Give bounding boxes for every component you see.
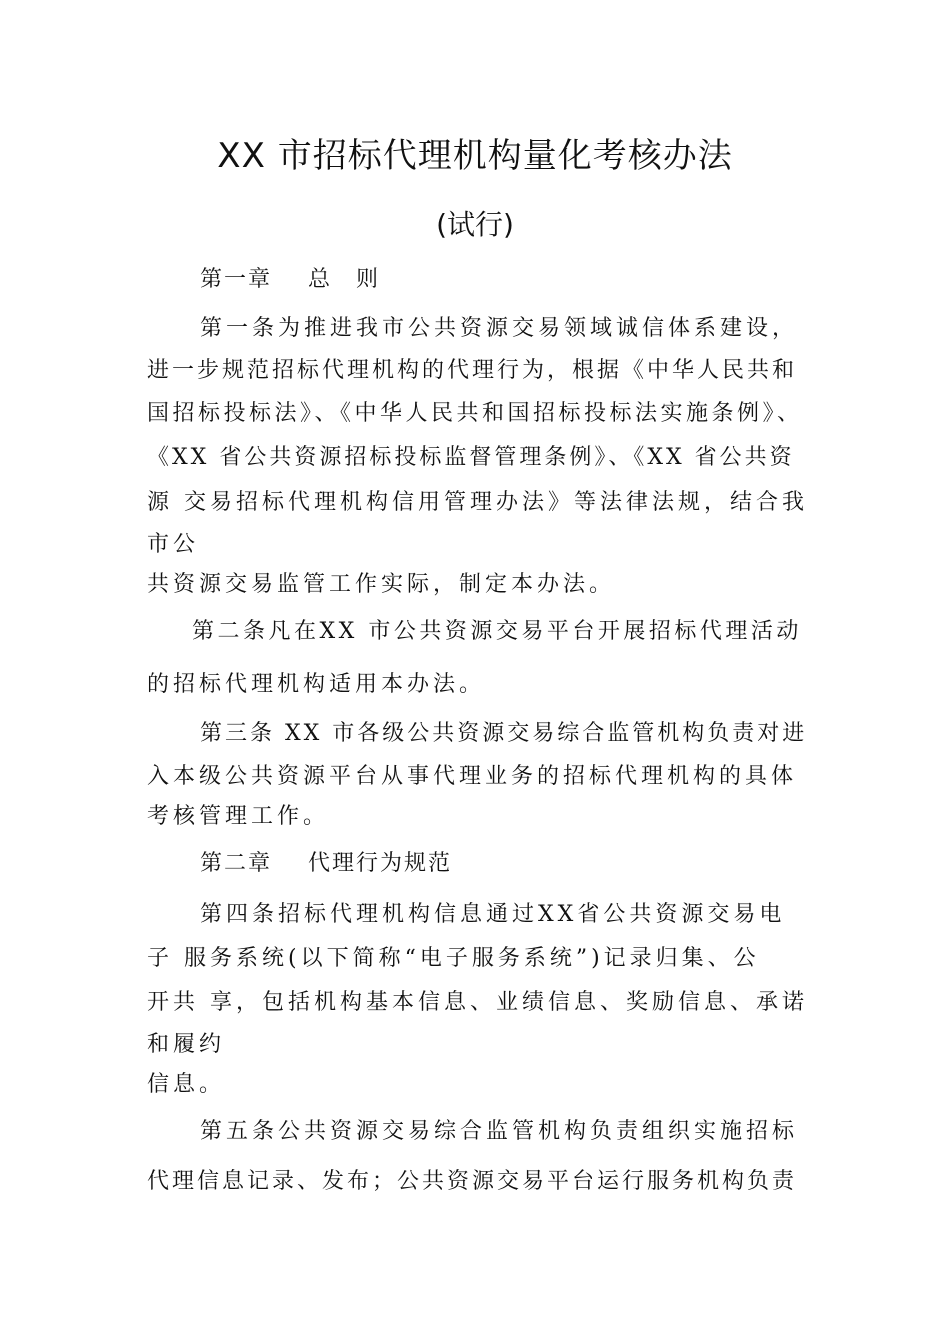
chapter-2-number: 第二章 (200, 851, 273, 876)
article-4-line: 开共 享，包括机构基本信息、业绩信息、奖励信息、承诺 (147, 990, 808, 1015)
article-5-line: 第五条公共资源交易综合监管机构负责组织实施招标 (200, 1119, 799, 1144)
article-4-line: 子 服务系统(以下简称“电子服务系统”)记录归集、公 (147, 946, 760, 971)
article-3-line: 第三条 XX 市各级公共资源交易综合监管机构负责对进 (200, 721, 808, 746)
article-1-line: 第一条为推进我市公共资源交易领域诚信体系建设， (200, 316, 799, 341)
chapter-2-heading (200, 849, 452, 879)
article-1-line: 《XX 省公共资源招标投标监督管理条例》、《XX 省公共资 (147, 445, 795, 470)
article-2-line: 第二条凡在XX 市公共资源交易平台开展招标代理活动 (192, 619, 802, 644)
article-1-line: 共资源交易监管工作实际，制定本办法。 (147, 572, 616, 597)
chapter-1-name: 总 则 (308, 267, 381, 292)
document-title: XX 市招标代理机构量化考核办法 (217, 136, 733, 176)
article-3-line: 考核管理工作。 (147, 804, 330, 829)
article-1-line: 源 交易招标代理机构信用管理办法》等法律法规，结合我 (147, 490, 808, 515)
chapter-2-name: 代理行为规范 (308, 851, 453, 876)
article-4-line: 信息。 (147, 1072, 226, 1097)
document-subtitle: (试行) (436, 208, 514, 241)
article-2-line: 的招标代理机构适用本办法。 (147, 672, 486, 697)
chapter-1-number: 第一章 (200, 267, 273, 292)
article-1-line: 市公 (147, 532, 200, 557)
article-5-line: 代理信息记录、发布；公共资源交易平台运行服务机构负责 (147, 1169, 798, 1194)
article-1-line: 进一步规范招标代理机构的代理行为，根据《中华人民共和 (147, 358, 798, 383)
chapter-1-heading (200, 265, 380, 295)
article-3-line: 入本级公共资源平台从事代理业务的招标代理机构的具体 (147, 764, 798, 789)
article-1-line: 国招标投标法》、《中华人民共和国招标投标法实施条例》、 (147, 401, 803, 426)
article-4-line: 和履约 (147, 1032, 226, 1057)
article-4-line: 第四条招标代理机构信息通过XX省公共资源交易电 (200, 902, 786, 927)
